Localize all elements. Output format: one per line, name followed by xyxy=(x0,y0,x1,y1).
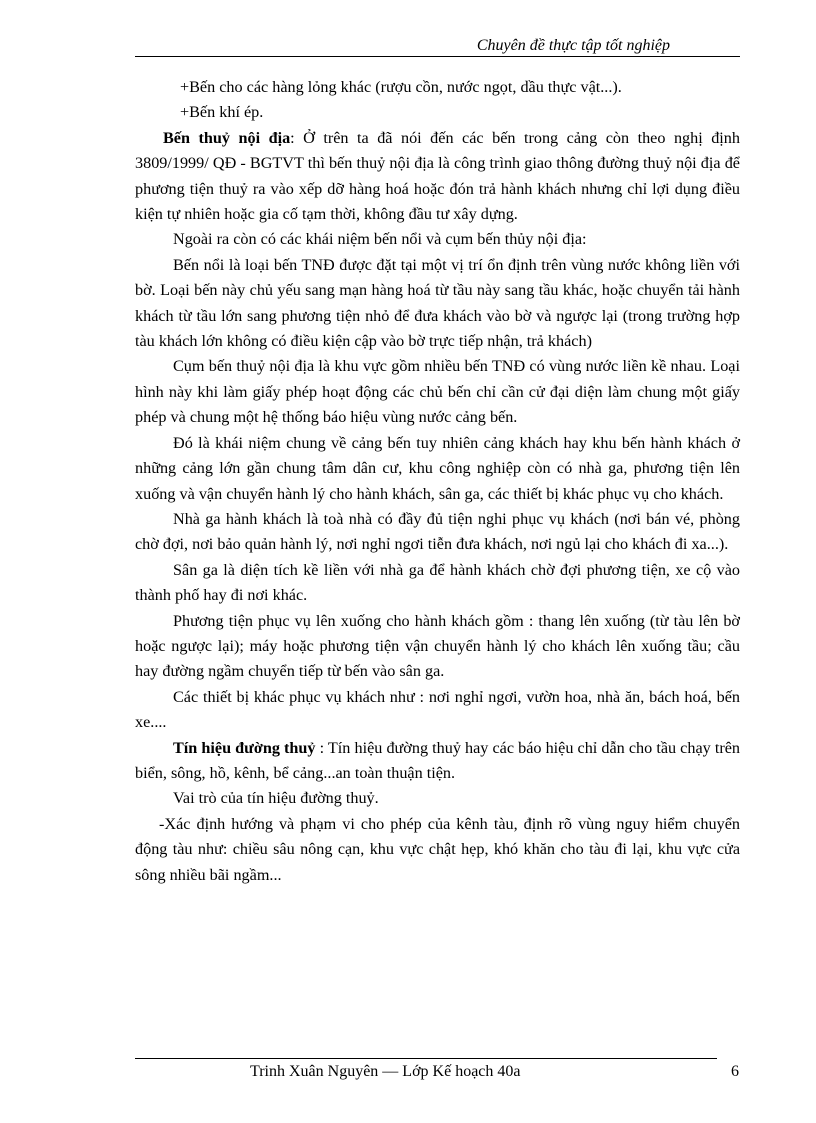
paragraph: Phương tiện phục vụ lên xuống cho hành khách gồm : thang lên xuống (từ tàu lên bờ hoặc ngược lại); máy hoặc phương tiện vận chuyển hành lý cho khách lên xuống tầu; cầu hay đường ngầm chuyển tiếp từ bến vào sân ga. xyxy=(135,611,740,681)
term-heading: Tín hiệu đường thuỷ xyxy=(173,738,316,757)
paragraph: Cụm bến thuỷ nội địa là khu vực gồm nhiều bến TNĐ có vùng nước liền kề nhau. Loại hình này khi làm giấy phép hoạt động các chủ bến chỉ cần cử đại diện làm chung một giấy phép và chung một hệ thống báo hiệu vùng nước cảng bến. xyxy=(135,357,740,427)
paragraph: Bến nổi là loại bến TNĐ được đặt tại một vị trí ổn định trên vùng nước không liền với bờ. Loại bến này chủ yếu sang mạn hàng hoá từ tầu này sang tầu khác, hoặc chuyển tải hành khách từ tầu lớn sang phương tiện nhỏ để đưa khách vào bờ và ngược lại (trong trường hợp tàu khách lớn không có điều kiện cập vào bờ trực tiếp nhận, trả khách) xyxy=(135,255,740,351)
paragraph: Ngoài ra còn có các khái niệm bến nổi và cụm bến thủy nội địa: xyxy=(173,230,587,249)
list-item: +Bến khí ép. xyxy=(180,103,264,122)
paragraph-text: : Tín hiệu đường thuỷ hay các báo hiệu chỉ dẫn cho tầu chạy trên biển, sông, hồ, kênh, bể cảng...an toàn thuận tiện. xyxy=(135,738,740,782)
paragraph: Sân ga là diện tích kề liền với nhà ga để hành khách chờ đợi phương tiện, xe cộ vào thành phố hay đi nơi khác. xyxy=(135,560,740,605)
paragraph-text: : Ở trên ta đã nói đến các bến trong cảng còn theo nghị định 3809/1999/ QĐ - BGTVT thì bến thuỷ nội địa là công trình giao thông đường thuỷ nội địa để phương tiện thuỷ ra vào xếp dỡ hàng hoá hoặc đón trả hành khách nhưng chỉ lợi dụng điều kiện tự nhiên hoặc gia cố tạm thời, không đầu tư xây dựng. xyxy=(135,128,740,224)
page-header-title: Chuyên đề thực tập tốt nghiệp xyxy=(476,37,670,54)
list-item: +Bến cho các hàng lỏng khác (rượu cồn, nước ngọt, dầu thực vật...). xyxy=(180,78,622,96)
page-number: 6 xyxy=(731,1063,739,1080)
paragraph: Nhà ga hành khách là toà nhà có đầy đủ tiện nghi phục vụ khách (nơi bán vé, phòng chờ đợi, nơi bảo quản hành lý, nơi nghỉ ngơi tiễn đưa khách, nơi ngủ lại cho khách đi xa...). xyxy=(135,509,740,554)
paragraph: Vai trò của tín hiệu đường thuỷ. xyxy=(173,789,379,808)
document-body xyxy=(135,75,740,888)
paragraph xyxy=(135,126,740,228)
footer-rule xyxy=(135,1058,717,1059)
header-rule xyxy=(135,56,740,57)
term-heading: Bến thuỷ nội địa xyxy=(163,128,291,147)
paragraph: Các thiết bị khác phục vụ khách như : nơi nghỉ ngơi, vườn hoa, nhà ăn, bách hoá, bến xe.... xyxy=(135,687,740,732)
paragraph: Đó là khái niệm chung về cảng bến tuy nhiên cảng khách hay khu bến hành khách ở những cảng lớn gần chung tâm dân cư, khu công nghiệp còn có nhà ga, phương tiện lên xuống và vận chuyển hành lý cho hành khách, sân ga, các thiết bị khác phục vụ cho khách. xyxy=(135,433,740,503)
footer-author: Trinh Xuân Nguyên — Lớp Kế hoạch 40a xyxy=(250,1063,521,1080)
paragraph xyxy=(135,736,740,787)
paragraph: -Xác định hướng và phạm vi cho phép của kênh tàu, định rõ vùng nguy hiểm chuyển động tàu như: chiều sâu nông cạn, khu vực chật hẹp, khó khăn cho tàu đi lại, khu vực cửa sông nhiều bãi ngầm... xyxy=(135,814,740,884)
